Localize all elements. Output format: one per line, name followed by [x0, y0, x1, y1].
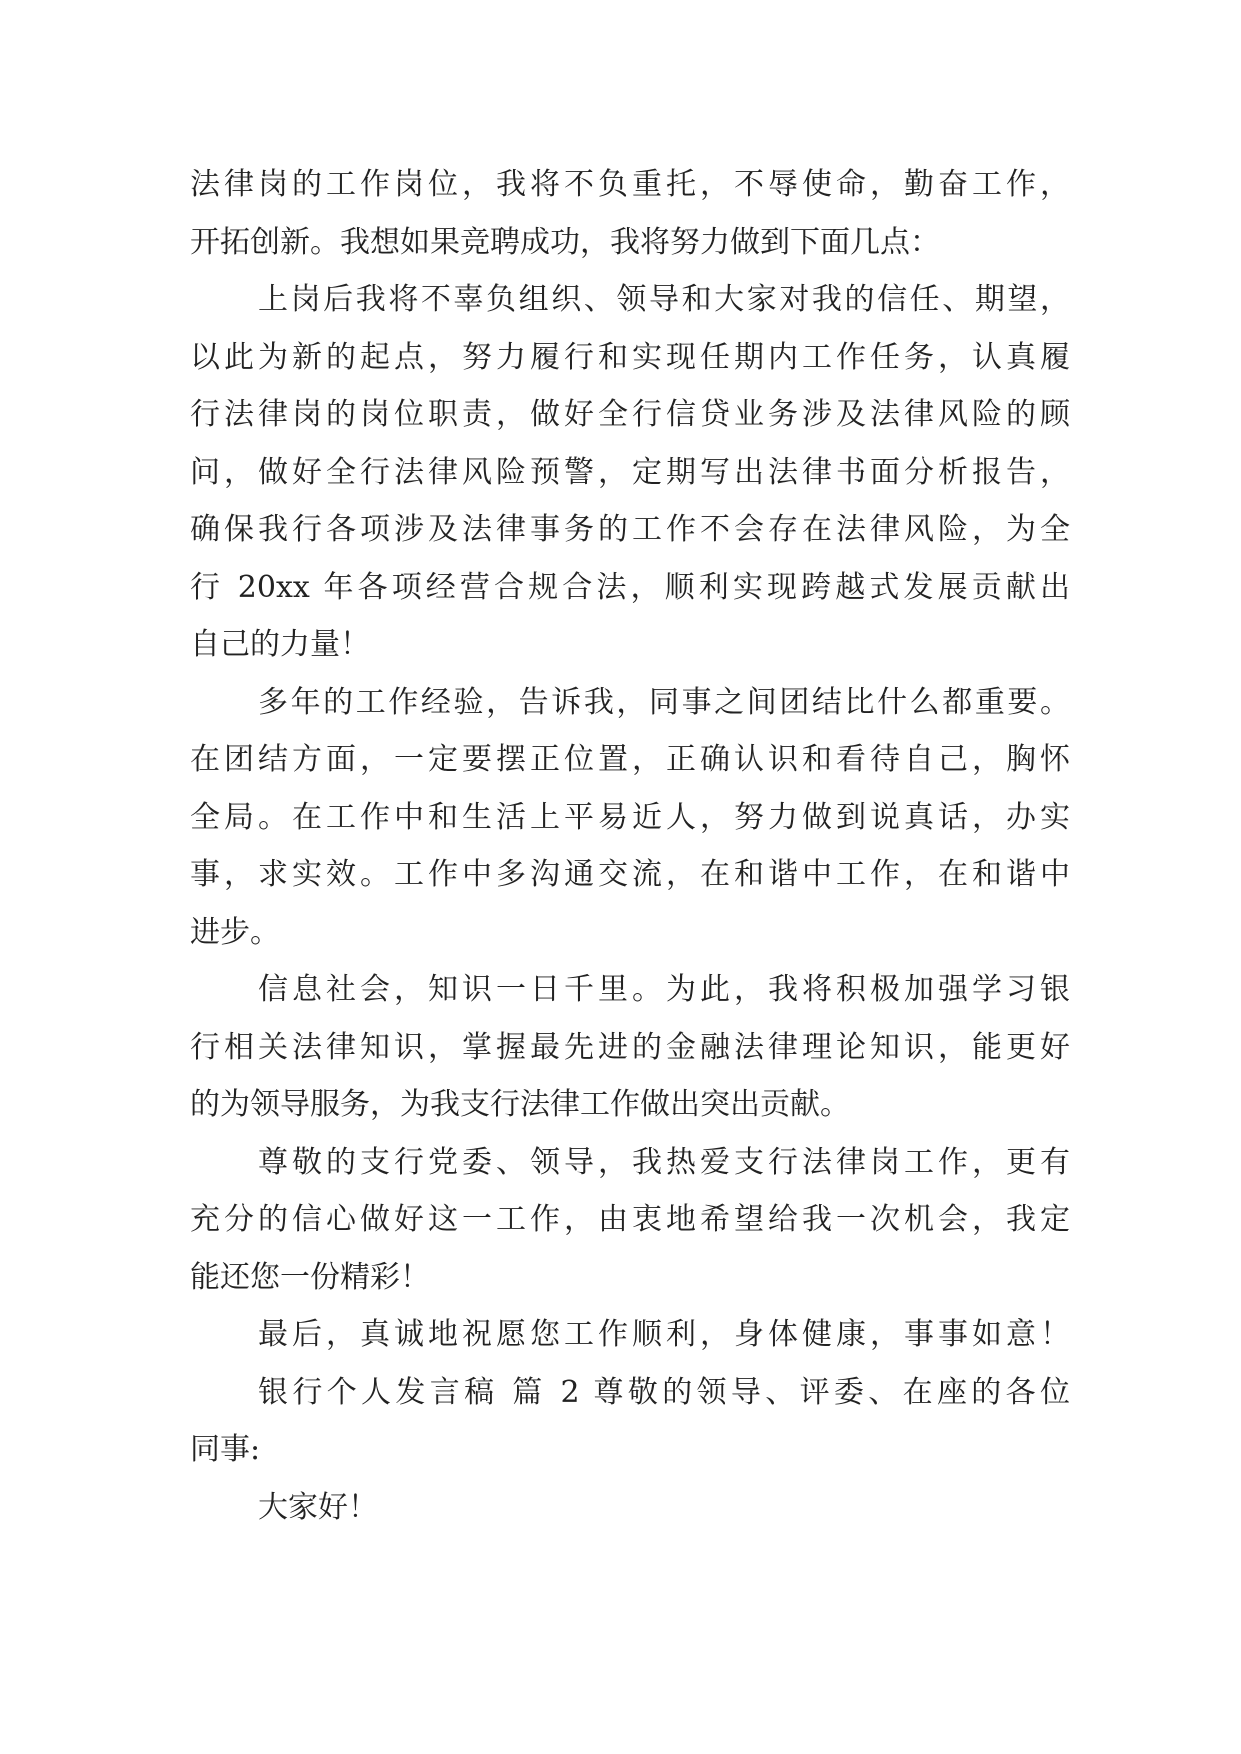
text-line: 进步。 — [190, 914, 280, 950]
paragraph — [190, 1306, 1070, 1364]
paragraph — [190, 1134, 1070, 1307]
paragraph — [190, 961, 1070, 1134]
paragraph — [190, 674, 1070, 962]
text-line: 在团结方面，一定要摆正位置，正确认识和看待自己，胸怀 — [190, 742, 1070, 777]
text-line: 行法律岗的岗位职责，做好全行信贷业务涉及法律风险的顾 — [190, 397, 1070, 432]
text-line: 上岗后我将不辜负组织、领导和大家对我的信任、期望， — [258, 282, 1070, 317]
text-line: 全局。在工作中和生活上平易近人，努力做到说真话，办实 — [190, 799, 1070, 835]
text-line: 能还您一份精彩！ — [190, 1259, 430, 1295]
text-line: 同事: — [190, 1432, 261, 1467]
text-line: 问，做好全行法律风险预警，定期写出法律书面分析报告， — [190, 454, 1070, 490]
text-line: 以此为新的起点，努力履行和实现任期内工作任务，认真履 — [190, 339, 1070, 375]
paragraph — [190, 1364, 1070, 1479]
text-line: 的为领导服务，为我支行法律工作做出突出贡献。 — [190, 1087, 850, 1122]
paragraph — [190, 271, 1070, 674]
text-line: 事，求实效。工作中多沟通交流，在和谐中工作，在和谐中 — [190, 857, 1070, 892]
paragraph — [190, 156, 1070, 271]
text-line: 大家好！ — [258, 1489, 378, 1525]
paragraph — [190, 1479, 1070, 1537]
text-line: 行 20xx 年各项经营合规合法，顺利实现跨越式发展贡献出 — [190, 569, 1070, 605]
text-line: 开拓创新。我想如果竞聘成功，我将努力做到下面几点： — [190, 224, 940, 260]
text-line: 银行个人发言稿 篇 2 尊敬的领导、评委、在座的各位 — [258, 1374, 1070, 1410]
text-line: 最后，真诚地祝愿您工作顺利，身体健康，事事如意！ — [258, 1317, 1070, 1352]
text-line: 多年的工作经验，告诉我，同事之间团结比什么都重要。 — [258, 684, 1070, 720]
text-line: 充分的信心做好这一工作，由衷地希望给我一次机会，我定 — [190, 1202, 1070, 1237]
text-line: 法律岗的工作岗位，我将不负重托，不辱使命，勤奋工作， — [190, 167, 1070, 202]
text-line: 确保我行各项涉及法律事务的工作不会存在法律风险，为全 — [190, 512, 1070, 547]
document-body — [190, 156, 1070, 1536]
text-line: 行相关法律知识，掌握最先进的金融法律理论知识，能更好 — [190, 1029, 1070, 1065]
text-line: 信息社会，知识一日千里。为此，我将积极加强学习银 — [258, 972, 1070, 1007]
text-line: 尊敬的支行党委、领导，我热爱支行法律岗工作，更有 — [258, 1144, 1070, 1180]
text-line: 自己的力量！ — [190, 627, 370, 662]
